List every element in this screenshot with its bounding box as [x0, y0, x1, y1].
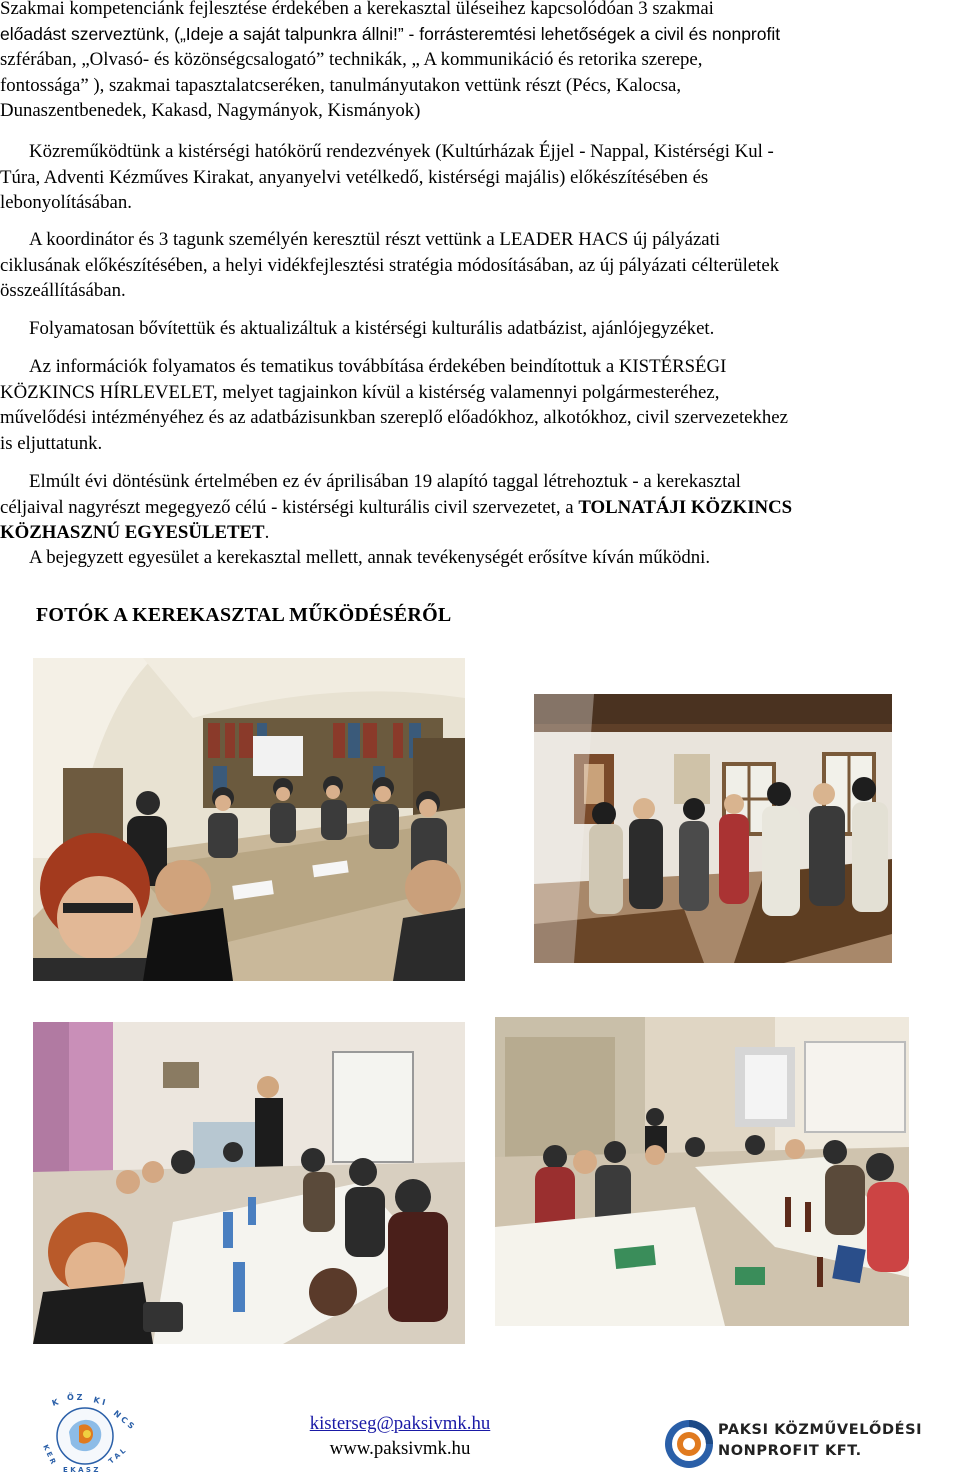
text-line: Az információk folyamatos és tematikus továbbítása érdekében beindítottuk a KISTÉRSÉGI [29, 356, 727, 377]
photo-presentation-room [495, 1017, 909, 1326]
photos-heading: FOTÓK A KEREKASZTAL MŰKÖDÉSÉRŐL [36, 604, 452, 626]
photo-visitors-room [534, 694, 892, 963]
text-line: fontossága” ), szakmai tapasztalatcseréken, tanulmányutakon vettünk részt (Pécs, Kalocsa, [0, 74, 682, 96]
paragraph-association [0, 469, 958, 546]
text-line: szférában, „Olvasó- és közönségcsalogató” technikák, „ A kommunikáció és retorika szerepe, [0, 49, 703, 71]
paragraph-registered [0, 545, 958, 571]
text-line: Folyamatosan bővítettük és aktualizáltuk a kistérségi kulturális adatbázist, ajánlójegyzéket. [29, 318, 715, 339]
text-line [0, 495, 958, 521]
photo-library-meeting [33, 658, 465, 981]
text-line: összeállításában. [0, 280, 126, 302]
footer-website: www.paksivmk.hu [329, 1438, 471, 1459]
text-span: . [264, 522, 270, 544]
svg-text:T A L: T A L [107, 1446, 128, 1466]
logo-org-name: PAKSI KÖZMŰVELŐDÉSI [718, 1422, 923, 1438]
text-line: A bejegyzett egyesület a kerekasztal mellett, annak tevékenységét erősítve kíván működni. [29, 547, 711, 568]
paragraph-newsletter [0, 354, 958, 456]
text-span: céljaival nagyrészt megegyező célú - kistérségi kulturális civil szervezetet, a [0, 496, 579, 518]
paragraph-events [0, 139, 958, 216]
text-line: előadást szerveztünk, („Ideje a saját talpunkra állni!” - forrásteremtési lehetőségek a civil és nonprofit [0, 23, 781, 44]
text-line: Elmúlt évi döntésünk értelmében ez év áprilisában 19 alapító taggal létrehoztuk - a kerekasztal [29, 471, 741, 492]
association-name-part1: TOLNATÁJI KÖZKINCS [578, 496, 793, 518]
footer-email-link[interactable]: kisterseg@paksivmk.hu [309, 1413, 491, 1434]
svg-text:K E R: K E R [41, 1443, 58, 1466]
text-line: Közreműködtünk a kistérségi hatókörű rendezvények (Kultúrházak Éjjel - Nappal, Kistérségi Kul - [29, 141, 774, 162]
text-line: lebonyolításában. [0, 192, 132, 214]
text-line [0, 520, 958, 546]
text-line: is eljuttatunk. [0, 432, 103, 454]
paragraph-database [0, 316, 958, 342]
paksi-kozmuvelodesi-logo [662, 1415, 942, 1475]
paragraph-leader [0, 227, 958, 304]
text-line: Szakmai kompetenciánk fejlesztése érdekében a kerekasztal üléseihez kapcsolódóan 3 szakmai [0, 0, 714, 19]
svg-text:K I: K I [92, 1395, 107, 1408]
text-line: ciklusának előkészítésében, a helyi vidékfejlesztési stratégia módosításában, az új pályázati célterületek [0, 254, 780, 276]
svg-text:Ö Z: Ö Z [67, 1393, 83, 1402]
text-line: művelődési intézményéhez és az adatbázisunkban szereplő előadókhoz, alkotókhoz, civil szervezetekhez [0, 407, 788, 429]
association-name-part2: KÖZHASZNÚ EGYESÜLETET [0, 522, 265, 544]
paragraph-lectures [0, 0, 958, 124]
kozkincs-kerekasztal-logo [35, 1392, 135, 1476]
logo-org-type: NONPROFIT KFT. [718, 1443, 862, 1459]
text-line: Túra, Adventi Kézműves Kirakat, anyanyelvi vetélkedő, kistérségi majális) előkészítésében és [0, 166, 709, 188]
text-line: KÖZKINCS HÍRLEVELET, melyet tagjainkon kívül a kistérség valamennyi polgármesteréhez, [0, 381, 720, 403]
svg-text:N C S: N C S [111, 1408, 135, 1431]
svg-text:E K A S Z: E K A S Z [63, 1466, 99, 1474]
photo-meeting-presenter [33, 1022, 465, 1344]
text-line: A koordinátor és 3 tagunk személyén keresztül részt vettünk a LEADER HACS új pályázati [29, 229, 721, 250]
text-line: Dunaszentbenedek, Kakasd, Nagymányok, Kismányok) [0, 100, 421, 122]
svg-text:K: K [50, 1397, 60, 1408]
spiral-logo-icon [662, 1417, 716, 1471]
